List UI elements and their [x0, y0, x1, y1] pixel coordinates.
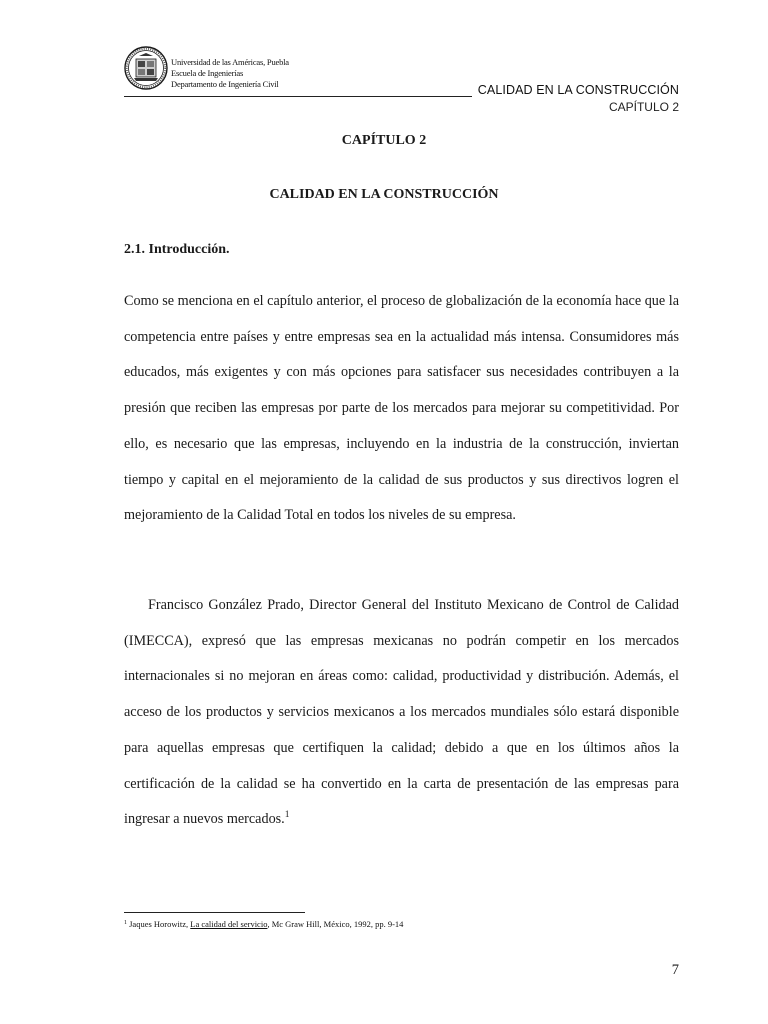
- footnote-author: Jaques Horowitz,: [129, 919, 191, 929]
- paragraph-intro-text: Como se menciona en el capítulo anterior, el proceso de globalización de la economía hace que la competencia entre países y entre empresas sea en la actualidad más intensa. Consumidores más educados, más exigentes y con más opciones para satisfacer sus necesidades contribuyen a la presión que reciben las empresas por parte de los mercados para mejorar su competitividad. Por ello, es necesario que las empresas, incluyendo en la industria de la construcción, inviertan tiempo y capital en el mejoramiento de la calidad de sus productos y sus directivos logren el mejoramiento de la Calidad Total en todos los niveles de su empresa.: [124, 293, 679, 524]
- section-heading: 2.1. Introducción.: [124, 242, 230, 257]
- institution-block: [171, 57, 289, 90]
- footnote-marker: 1: [124, 920, 127, 926]
- university-seal-icon: [124, 46, 168, 90]
- page-number: 7: [671, 962, 679, 978]
- header-rule: [124, 96, 472, 97]
- footnote-reference[interactable]: 1: [284, 810, 290, 821]
- chapter-title: CALIDAD EN LA CONSTRUCCIÓN: [269, 187, 499, 202]
- footnote-book-title: La calidad del servicio: [190, 919, 268, 929]
- footnote-rule: [124, 912, 305, 913]
- paragraph-intro: [124, 284, 679, 534]
- institution-line-university: Universidad de las Américas, Puebla: [171, 57, 289, 67]
- chapter-label: CAPÍTULO 2: [341, 133, 427, 148]
- footnote-publication: , Mc Graw Hill, México, 1992, pp. 9-14: [267, 919, 404, 929]
- paragraph-imecca-text: Francisco González Prado, Director General del Instituto Mexicano de Control de Calidad (IMECCA), expresó que las empresas mexicanas no podrán competir en los mercados internacionales si no mejoran en áreas como: calidad, productividad y distribución. Además, el acceso de los productos y servicios mexicanos a los mercados mundiales sólo estará disponible para aquellas empresas que certifiquen la calidad; debido a que en los últimos años la certificación de la calidad se ha convertido en la carta de presentación de las empresas para ingresar a nuevos mercados.: [124, 597, 679, 828]
- institution-line-school: Escuela de Ingenierías: [171, 68, 244, 78]
- institution-line-department: Departamento de Ingeniería Civil: [171, 79, 279, 89]
- paragraph-imecca: [124, 588, 679, 838]
- running-chapter: CAPÍTULO 2: [608, 100, 679, 114]
- running-title: CALIDAD EN LA CONSTRUCCIÓN: [477, 83, 679, 97]
- footnote: [124, 919, 403, 929]
